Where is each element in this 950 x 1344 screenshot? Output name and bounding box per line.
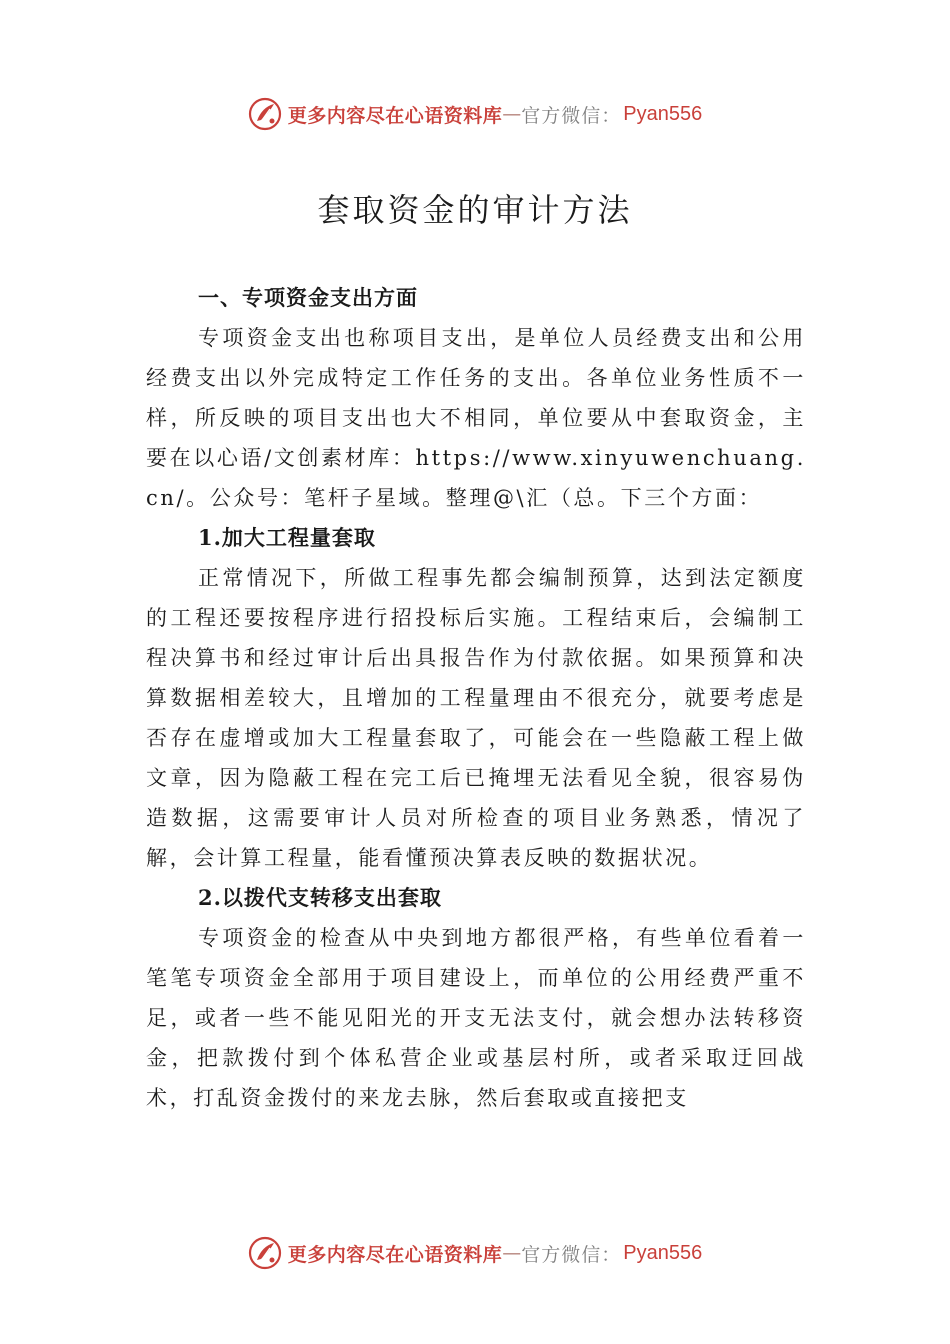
header-watermark bbox=[0, 94, 950, 134]
watermark-text: 更多内容尽在心语资料库 bbox=[287, 1243, 503, 1266]
subsection-heading: 1.加大工程量套取 bbox=[198, 525, 376, 550]
document-title: 套取资金的审计方法 bbox=[317, 191, 633, 229]
watermark-separator: — bbox=[502, 103, 522, 125]
brand-logo-icon bbox=[248, 97, 282, 131]
wechat-label: 官方微信： bbox=[521, 104, 622, 127]
watermark-text: 更多内容尽在心语资料库 bbox=[287, 104, 503, 127]
section-paragraph: 专项资金支出也称项目支出，是单位人员经费支出和公用经费支出以外完成特定工作任务的支出。各单位业务性质不一样，所反映的项目支出也大不相同，单位要从中套取资金，主要在以心语/文创素材库：https://www.xinyuwenchuang.cn/。公众号：笔杆子星域。整理@\汇（总。下三个方面： bbox=[146, 326, 806, 510]
brand-logo-icon bbox=[248, 1236, 282, 1270]
watermark-separator: — bbox=[502, 1242, 522, 1264]
wechat-label: 官方微信： bbox=[521, 1243, 622, 1266]
subsection-paragraph: 正常情况下，所做工程事先都会编制预算，达到法定额度的工程还要按程序进行招投标后实施。工程结束后，会编制工程决算书和经过审计后出具报告作为付款依据。如果预算和决算数据相差较大，且增加的工程量理由不很充分，就要考虑是否存在虚增或加大工程量套取了，可能会在一些隐蔽工程上做文章，因为隐蔽工程在完工后已掩埋无法看见全貌，很容易伪造数据，这需要审计人员对所检查的项目业务熟悉，情况了解，会计算工程量，能看懂预决算表反映的数据状况。 bbox=[146, 566, 806, 870]
wechat-id: Pyan556 bbox=[623, 102, 703, 125]
footer-watermark bbox=[0, 1233, 950, 1273]
document-body bbox=[146, 278, 806, 1118]
section-heading: 一、专项资金支出方面 bbox=[198, 286, 418, 310]
subsection-heading: 2.以拨代支转移支出套取 bbox=[198, 885, 442, 910]
wechat-id: Pyan556 bbox=[623, 1241, 703, 1264]
subsection-paragraph: 专项资金的检查从中央到地方都很严格，有些单位看着一笔笔专项资金全部用于项目建设上，而单位的公用经费严重不足，或者一些不能见阳光的开支无法支付，就会想办法转移资金，把款拨付到个体私营企业或基层村所，或者采取迂回战术，打乱资金拨付的来龙去脉，然后套取或直接把支 bbox=[146, 926, 806, 1110]
